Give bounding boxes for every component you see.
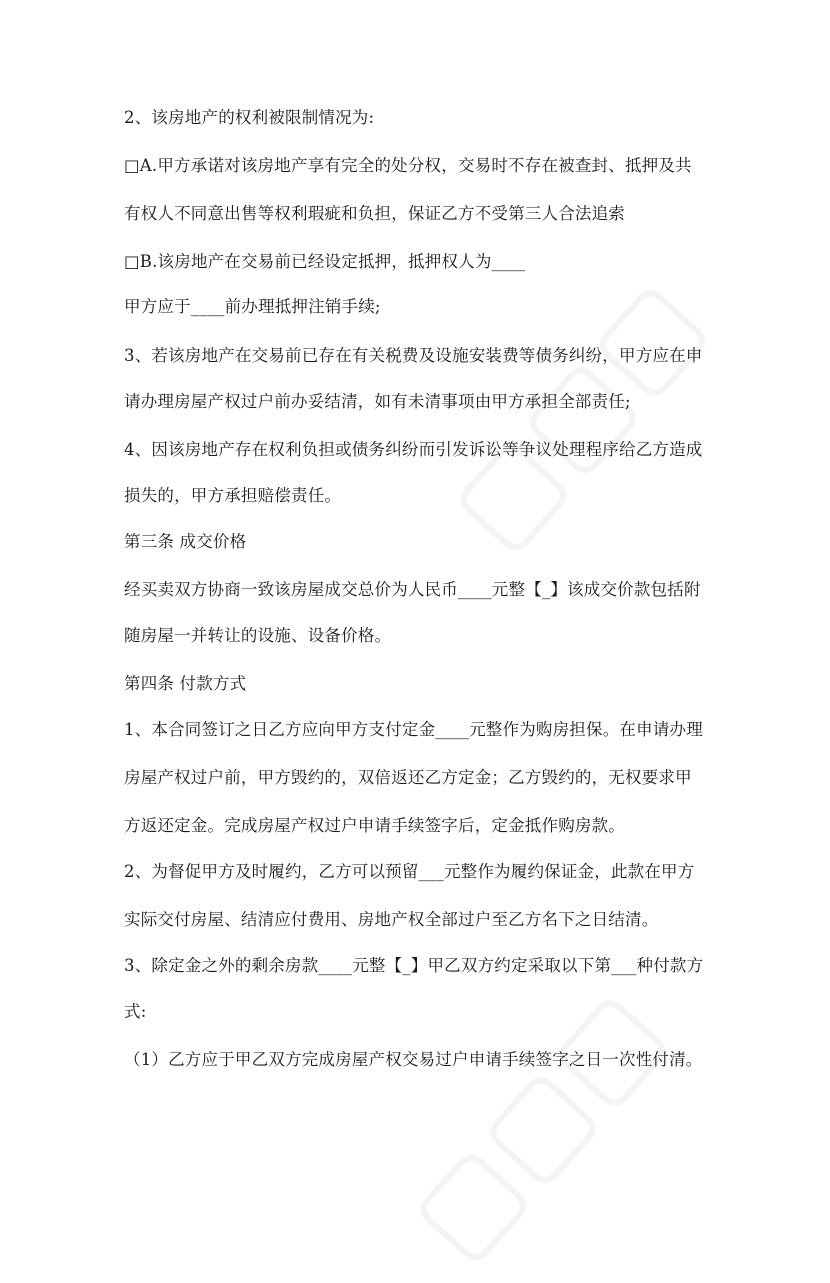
payment-3-line-2: 式: [124,1002,147,1021]
payment-2-line-2: 实际交付房屋、结清应付费用、房地产权全部过户至乙方名下之日结清。 [124,910,659,929]
payment-2-line-1: 2、为督促甲方及时履约，乙方可以预留___元整作为履约保证金，此款在甲方 [124,862,695,881]
clause-3-line-2: 请办理房屋产权过户前办妥结清，如有未清事项由甲方承担全部责任; [124,392,631,411]
option-a-line-2: 有权人不同意出售等权利瑕疵和负担，保证乙方不受第三人合法追索 [124,204,625,223]
payment-option-1: （1）乙方应于甲乙双方完成房屋产权交易过户申请手续签字之日一次性付清。 [124,1050,703,1069]
option-a-line-1: □A.甲方承诺对该房地产享有完全的处分权，交易时不存在被查封、抵押及共 [124,156,692,175]
article-3-heading: 第三条 成交价格 [124,532,247,551]
mortgage-cancel-line: 甲方应于____前办理抵押注销手续; [124,297,381,316]
article-4-heading: 第四条 付款方式 [124,674,247,693]
payment-1-line-1: 1、本合同签订之日乙方应向甲方支付定金____元整作为购房担保。在申请办理 [124,720,703,739]
clause-3-line-1: 3、若该房地产在交易前已存在有关税费及设施安装费等债务纠纷，甲方应在申 [124,346,703,365]
payment-1-line-2: 房屋产权过户前，甲方毁约的，双倍返还乙方定金；乙方毁约的，无权要求甲 [124,768,692,787]
payment-3-line-1: 3、除定金之外的剩余房款____元整【_】甲乙双方约定采取以下第___种付款方 [124,956,704,975]
price-line-2: 随房屋一并转让的设施、设备价格。 [124,626,392,645]
clause-2-heading: 2、该房地产的权利被限制情况为: [124,108,375,127]
payment-1-line-3: 方返还定金。完成房屋产权过户申请手续签字后，定金抵作购房款。 [124,816,625,835]
price-line-1: 经买卖双方协商一致该房屋成交总价为人民币____元整【_】该成交价款包括附 [124,580,701,599]
option-b-line: □B.该房地产在交易前已经设定抵押，抵押权人为____ [124,252,526,271]
clause-4-line-2: 损失的，甲方承担赔偿责任。 [124,486,342,505]
clause-4-line-1: 4、因该房地产存在权利负担或债务纠纷而引发诉讼等争议处理程序给乙方造成 [124,440,703,459]
